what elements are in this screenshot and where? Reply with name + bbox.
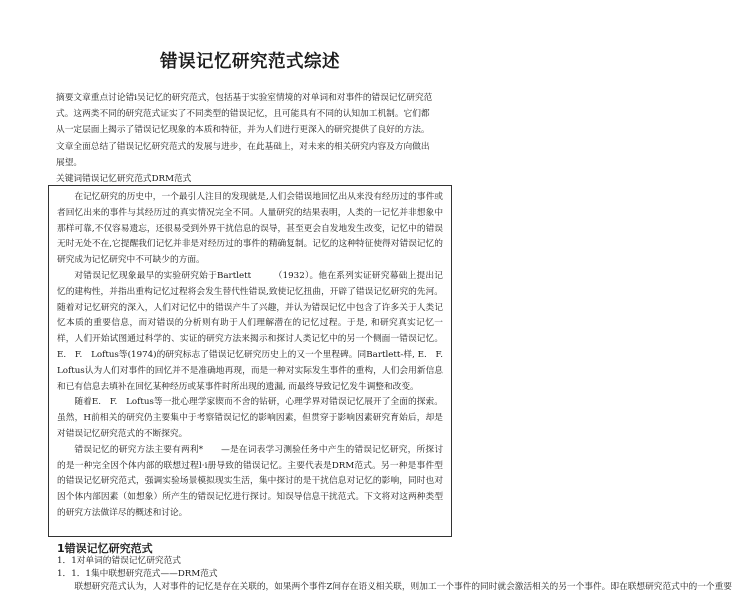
subsubsection-heading: 1．1．1集中联想研究范式——DRM范式 xyxy=(57,568,218,579)
keywords: 关键词错误记忆研究范式DRM范式 xyxy=(56,174,192,185)
paragraph-2: 对错误记忆现象最早的实验研究始于Bartlett （1932）。他在系列实证研究幕础上提出记忆的建构性，并指出重构记忆过程将会发生替代性错误,致使记忆扭曲，开辟了错误记忆研究的先河。随着对记忆研究的深入，人们对记忆中的错误产牛了兴趣，并认为错误记忆中包含了许多关于人类记忆本质的重要信息，而对错误的分析则有助于人们理解潜在的记忆过程。于是, 和研究真实记忆一样，人们开始试图通过科学的、实证的研究方法来揭示和探讨人类记忆中的另一个侧面一错误记忆。E. F. Loftus等(1974)的研究标志了错误记忆研究历史上的又一个里程碑。同Bartlett-样, E. F. Loftus认为人们对事件的回忆并不是准确地再现，而是一种对实际发生事件的重构，人们会用新信息和已有信息去填补在回忆某种经历或某事件时所出现的遗漏, 而最终导致记忆发牛调整和改变。 xyxy=(57,270,452,392)
abstract xyxy=(56,90,436,187)
body-text xyxy=(57,190,452,522)
paper-title: 错误记忆研究范式综述 xyxy=(160,52,340,72)
section-paragraph: 联想研究范式认为，人对事件的记忆是存在关联的，如果两个事件Z间存在语义相关联，则加工一个事件的同时就会激活相关的另一个事件。即在联想研究范式中的一个重要 xyxy=(74,581,732,592)
section-content xyxy=(57,555,732,593)
abstract-body: 摘要文章重点讨论错i吴记忆的研究范式，包括基于实验室情境的对单词和对事件的错误记忆研究范式。这两类不同的研究范式证实了不同类型的错误记忆，且可能具有不同的认知加工机制。它们都从一定层面上揭示了错误记忆现象的本质和特征，并为人们进行更深入的研究提供了良好的方法。文章全面总结了错误记忆研究范式的发展与进步，在此基础上，对未来的相关研究内容及方向做出展望。 xyxy=(56,93,433,168)
paragraph-1: 在记忆研究的历史中，一个最引人注目的发现就是,人们会错误地回忆出从来没有经历过的事件或者回忆出来的事件与其经历过的真实情况完全不同。人量研究的结果表明，人类的一记忆并非想象中那样可靠,不仅容易遗忘，还很易受到外界干扰信息的误导，甚至更会自发地发生改变，记忆中的错误无时无处不在,它提醒我们记忆并非是对经历过的事件的精确复制。记忆的这种特征使得对错误记忆的研究成为记忆研究中不可缺少的方面。 xyxy=(57,192,443,266)
subsection-heading: 1．1对单词的错误记忆研究范式 xyxy=(57,556,181,566)
paragraph-3: 随着E. F. Loftus等一批心理学家锲而不舍的钻研，心理学界对错误记忆展开了全面的探索。虽然，H前相关的研究仍主要集中于考察错误记忆的影响因素，但贯穿于影响因素研究育始后，却是对错误记忆研究范式的不断探究。 xyxy=(57,397,443,439)
section-heading: 1错误记忆研究范式 xyxy=(57,542,153,555)
paragraph-4: 错误记忆的研究方法主要有两利* —是在词表学习测验任务中产生的错误记忆研究，所探讨的是一种完全因个体内部的联想过程l·i册导致的错误记忆。主要代表是DRM范式。另一种是事件型的错误记忆研究范式，强调实验场景模拟现实生活，集中探讨的是干扰信息对记忆的影响，同时也对因个体内部因素（如想象）所产生的错误记忆进行探讨。知误导信息干扰范式。下文将对这两种类型的研究方法做详尽的概述和讨论。 xyxy=(57,444,443,518)
